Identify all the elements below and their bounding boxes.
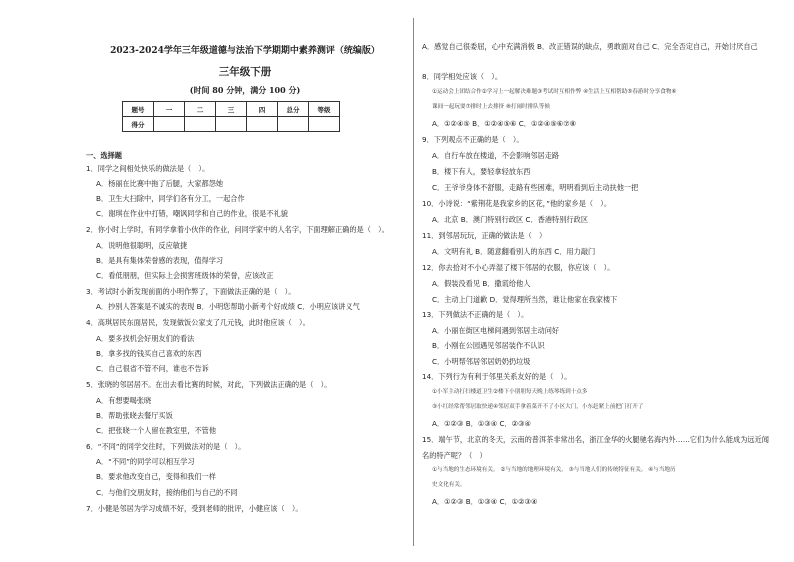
answer-option: B．是具有集体荣誉感的表现，值得学习 <box>96 256 224 265</box>
answer-option: C．自己很省不管不问，谁也不告诉 <box>96 364 209 373</box>
question-stem: 15．端午节，北京的冬天，云南的普洱茶非常出名，浙江金华的火腿驰名海内外……它们为什么能成为远近闻 <box>422 435 769 444</box>
score-header-cell: 总分 <box>278 102 309 117</box>
score-table <box>122 101 340 132</box>
score-cell[interactable] <box>309 117 340 132</box>
answer-option: A．①②④⑤ B．①②④⑤⑥ C．①②④⑤⑥⑦⑧ <box>432 119 577 128</box>
answer-option: C．小明帮邻居邻居奶奶扔垃圾 <box>432 357 531 366</box>
score-header-cell: 三 <box>216 102 247 117</box>
question-stem: 7．小健是邻居为学习成绩不好，受到老师的批评，小健应该（ ）。 <box>86 504 303 513</box>
answer-option: C．看低朋朋，但实际上会损害班级体的荣誉，应该改正 <box>96 271 274 280</box>
score-header-cell: 二 <box>185 102 216 117</box>
question-stem: 1．同学之间相处快乐的做法是（ ）。 <box>86 164 210 173</box>
score-header-cell: 一 <box>154 102 185 117</box>
question-stem: 13．下列做法不正确的是（ ）。 <box>422 310 529 319</box>
score-header-row <box>123 102 340 117</box>
question-stem: 9．下列观点不正确的是（ ）。 <box>422 135 524 144</box>
column-divider <box>413 18 414 546</box>
score-row-label: 得分 <box>123 117 154 132</box>
question-stem: 12．你去拾对不小心弄湿了楼下邻居的衣服，你应该（ ）。 <box>422 263 615 272</box>
score-header-cell: 题号 <box>123 102 154 117</box>
score-value-row <box>123 117 340 132</box>
answer-option: B．楼下有人，要轻拿轻放东西 <box>432 167 531 176</box>
score-header-cell: 四 <box>247 102 278 117</box>
question-stem: 10．小诗说：“紫荆花是我家乡的区花，”他的家乡是（ ）。 <box>422 199 612 208</box>
answer-option: C．把张晓一个人留在教室里，不管他 <box>96 426 217 435</box>
question-stem: 6．“不同”的同学交往时，下列做法对的是（ ）。 <box>86 442 246 451</box>
exam-subtitle: 三年级下册 <box>218 66 272 78</box>
answer-option: ①与当地的生态环境有关。 ②与当地的地理环境有关。 ③与当地人们的传统特征有关。 ④与当地历 <box>432 467 676 473</box>
answer-option: C．与他们交朋友时，接纳他们与自己的不同 <box>96 488 238 497</box>
section-heading: 一、选择题 <box>86 151 122 160</box>
answer-option: A．小丽在街区电梯间遇到邻居主动问好 <box>432 326 560 335</box>
question-stem: 11．到邻居玩玩，正确的做法是（ ） <box>422 231 547 240</box>
answer-option: C．谢琪在作业中打错，嘲讽同学和自己的作业，很是不礼貌 <box>96 209 288 218</box>
question-stem: 4．高琪居民东面居民，发现做饭公家支了几元钱，此时他应该（ ）。 <box>86 318 310 327</box>
answer-option: B．拿多找的钱买自己喜欢的东西 <box>96 349 202 358</box>
score-header-cell: 等级 <box>309 102 340 117</box>
answer-option: 史文化有关。 <box>432 482 466 488</box>
answer-option: B．小刚在公园遇见邻居装作不认识 <box>432 341 545 350</box>
answer-option: B．要求他改变自己，变得和我们一样 <box>96 472 216 481</box>
answer-option: ①运动会上团结合作②学习上一起解决难题③考试时互相作弊 ④生活上互相帮助⑤春游时分享食物⑥ <box>432 89 677 95</box>
answer-option: A．①②③ B．①③④ C．②③④ <box>432 419 531 428</box>
answer-option: B．帮助张晓去餐厅买饭 <box>96 411 173 420</box>
answer-option: A．抄别人答案是不诚实的表现 B．小明您帮助小新考个好成绩 C．小明应该讲义气 <box>96 302 360 311</box>
question-stem: 3．考试时小新发现前面的小明作弊了，下面做法正确的是（ ）。 <box>86 287 296 296</box>
answer-option: ③小红经常帮邻居取快递④邻居双手拿着菜开不了小区大门，小东赶紧上前把门打开了 <box>432 404 644 410</box>
answer-option: B．卫生大扫除中，同学们各有分工，一起合作 <box>96 194 245 203</box>
score-cell[interactable] <box>247 117 278 132</box>
score-cell[interactable] <box>278 117 309 132</box>
answer-option: A．北京 B．澳门特别行政区 C．香港特别行政区 <box>432 215 589 224</box>
answer-option: A．假装没看见 B．撒谎给他人 <box>432 279 531 288</box>
answer-option: A．说明他很聪明，反应敏捷 <box>96 241 188 250</box>
answer-option: C．主动上门道歉 D．觉得理所当然，谁让他家在我家楼下 <box>432 295 618 304</box>
answer-option: 课间一起玩耍⑦排时上去排挤 ⑧打闹时排队等候 <box>432 104 551 110</box>
exam-time: (时间 80 分钟，满分 100 分) <box>189 85 301 95</box>
answer-option: 名的特产呢？（ ） <box>422 451 487 460</box>
answer-option: ①小军主动打扫楼道卫生②楼下小朋朋每天晚上练琴练到十点多 <box>432 389 588 395</box>
question-stem: 14．下列行为有利于邻里关系友好的是（ ）。 <box>422 372 572 381</box>
answer-option: A．有想要喝张晓 <box>96 396 152 405</box>
answer-option: A．文明有礼 B．随意翻看别人的东西 C．用力敲门 <box>432 247 596 256</box>
score-cell[interactable] <box>185 117 216 132</box>
score-cell[interactable] <box>154 117 185 132</box>
question-stem: 5．张晓的邻居居不。在出去看比赛的时候，对此，下列做法正确的是（ ）。 <box>86 380 332 389</box>
answer-option: A．感觉自己很委屈，心中充满消极 B．改正错误的缺点，勇敢面对自己 C．完全否定自己，开始讨厌自己 <box>422 42 758 51</box>
question-stem: 2．你小时上学时，有同学拿着小伙伴的作业，问同学家中的人名字，下面理解正确的是（ ）。 <box>86 225 389 234</box>
score-cell[interactable] <box>216 117 247 132</box>
question-stem: 8．同学相处应该（ ）。 <box>422 72 503 81</box>
answer-option: A．“不同”的同学可以相互学习 <box>96 457 195 466</box>
answer-option: C．王爷爷身体不舒服，走路有些困难，明明看到后主动扶他一把 <box>432 183 639 192</box>
exam-title: 2023-2024学年三年级道德与法治下学期期中素养测评（统编版） <box>110 46 380 56</box>
answer-option: A．杨丽在比赛中拖了后腿，大家都怨她 <box>96 179 224 188</box>
answer-option: A．①②③ B．①③④ C．①②③④ <box>432 497 538 506</box>
answer-option: A．自行车放在楼道，不会影响邻居走路 <box>432 151 560 160</box>
answer-option: A．要多找机会好朋友们的看法 <box>96 334 195 343</box>
